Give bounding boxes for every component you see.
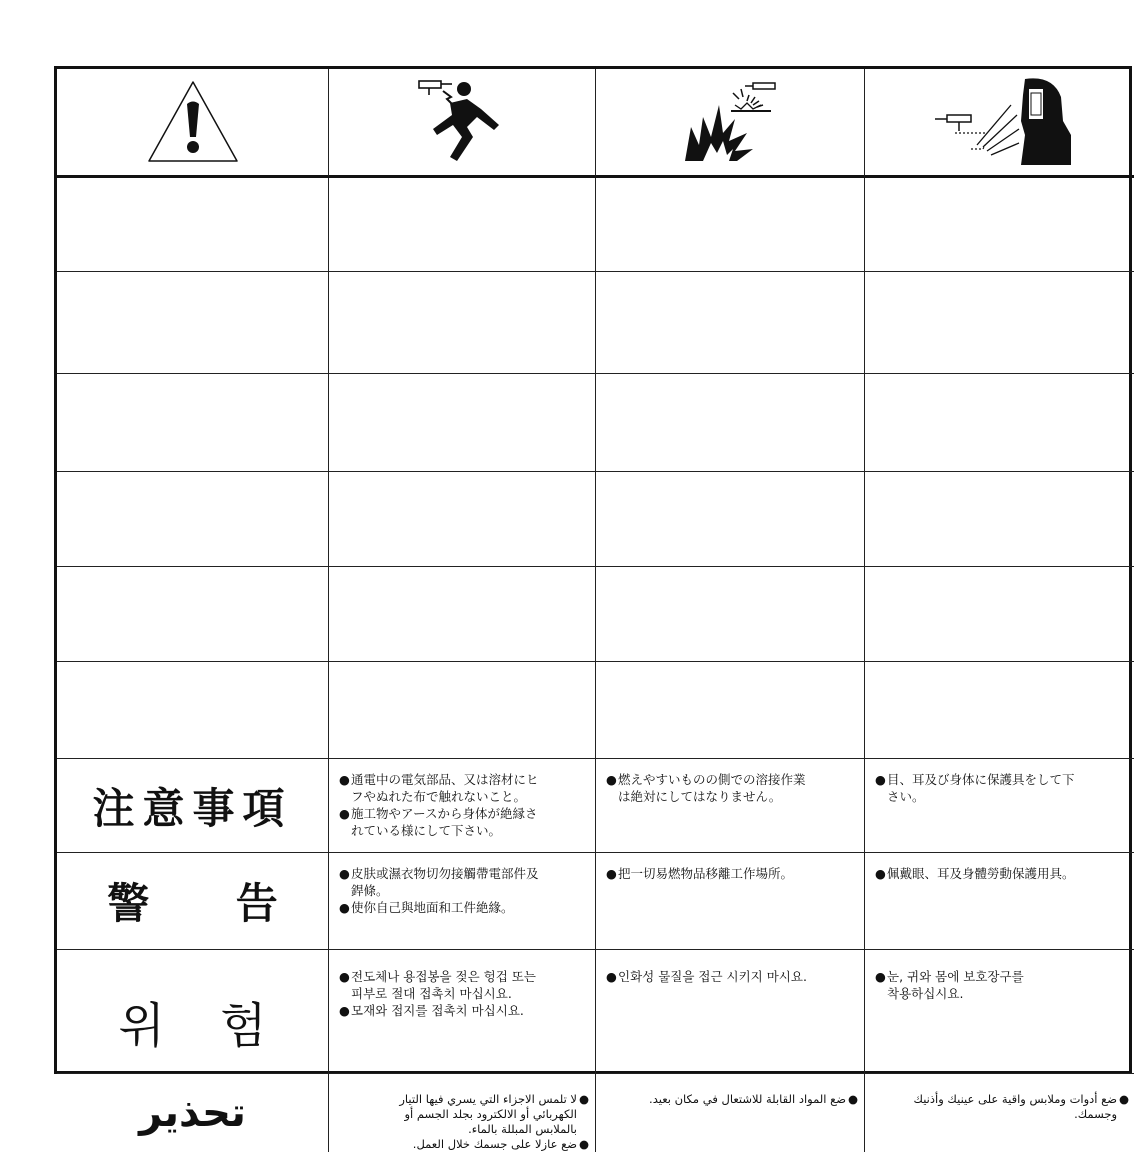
blank-cell xyxy=(596,567,865,662)
text-line: は絶対にしてはなりません。 xyxy=(618,789,782,804)
electric-shock-cell xyxy=(329,69,596,178)
blank-cell xyxy=(865,472,1134,567)
text-line: 피부로 절대 접촉치 마십시요. xyxy=(351,986,512,1001)
arabic-warning-label: تحذير xyxy=(139,1090,246,1136)
welding-helmet-protection-icon xyxy=(925,75,1075,170)
arabic-label-cell xyxy=(57,1074,329,1152)
blank-cell xyxy=(865,178,1134,272)
text-line: بالملابس المبللة بالماء. xyxy=(468,1122,577,1136)
japanese-protection-text xyxy=(865,759,1134,853)
chinese-label-cell xyxy=(57,853,329,950)
blank-cell xyxy=(329,178,596,272)
text-line: 착용하십시요. xyxy=(887,986,964,1001)
text-line: ضع المواد القابلة للاشتعال في مكان بعيد. xyxy=(649,1092,846,1106)
blank-cell xyxy=(596,178,865,272)
electric-shock-icon xyxy=(407,75,517,170)
text-line: 모재와 접지를 접촉치 마십시요. xyxy=(351,1003,524,1018)
japanese-shock-text xyxy=(329,759,596,853)
text-line: さい。 xyxy=(887,789,925,804)
bullet-icon: ● xyxy=(339,1003,350,1018)
blank-cell xyxy=(596,272,865,374)
chinese-fire-text xyxy=(596,853,865,950)
blank-cell xyxy=(865,662,1134,759)
blank-cell xyxy=(329,374,596,472)
blank-cell xyxy=(57,178,329,272)
chinese-warning-label: 警 告 xyxy=(107,879,314,928)
explosion-cell xyxy=(596,69,865,178)
bullet-icon: ● xyxy=(339,900,350,915)
text-line: 把一切易燃物品移離工作場所。 xyxy=(618,866,794,881)
korean-protection-text xyxy=(865,950,1134,1074)
text-line: 銲條。 xyxy=(351,883,389,898)
warning-symbol-cell xyxy=(57,69,329,178)
blank-cell xyxy=(596,374,865,472)
chinese-shock-text xyxy=(329,853,596,950)
bullet-icon: ● xyxy=(847,1092,858,1106)
protection-cell xyxy=(865,69,1134,178)
bullet-icon: ● xyxy=(875,866,886,881)
blank-cell xyxy=(329,567,596,662)
blank-cell xyxy=(329,272,596,374)
text-line: 燃えやすいものの側での溶接作業 xyxy=(618,772,806,787)
blank-cell xyxy=(329,472,596,567)
text-line: 通電中の電気部品、又は溶材にヒ xyxy=(351,772,539,787)
blank-cell xyxy=(57,272,329,374)
text-line: 눈, 귀와 몸에 보호장구를 xyxy=(887,969,1024,984)
arabic-fire-text xyxy=(596,1074,865,1152)
japanese-fire-text xyxy=(596,759,865,853)
blank-cell xyxy=(865,272,1134,374)
bullet-icon: ● xyxy=(606,772,617,787)
japanese-warning-label: 注意事項 xyxy=(92,783,293,833)
safety-warning-table xyxy=(54,66,1132,1151)
text-line: ضع أدوات وملابس واقية على عينيك وأذنيك xyxy=(913,1092,1117,1106)
text-line: 皮肤或濕衣物切勿接觸帶電部件及 xyxy=(351,866,539,881)
korean-label-cell xyxy=(57,950,329,1074)
korean-fire-text xyxy=(596,950,865,1074)
text-line: لا تلمس الاجزاء التي يسري فيها التيار xyxy=(399,1092,577,1106)
chinese-protection-text xyxy=(865,853,1134,950)
text-line: الكهربائي أو الالكترود بجلد الجسم أو xyxy=(404,1107,577,1121)
bullet-icon: ● xyxy=(339,866,350,881)
text-line: 使你自己與地面和工件絶緣。 xyxy=(351,900,514,915)
blank-cell xyxy=(329,662,596,759)
blank-cell xyxy=(865,567,1134,662)
bullet-icon: ● xyxy=(339,806,350,821)
blank-cell xyxy=(57,662,329,759)
text-line: 인화성 물질을 접근 시키지 마시요. xyxy=(618,969,807,984)
text-line: フやぬれた布で触れないこと。 xyxy=(351,789,527,804)
explosion-fire-icon xyxy=(675,75,785,170)
bullet-icon: ● xyxy=(339,772,350,787)
bullet-icon: ● xyxy=(875,969,886,984)
text-line: 전도체나 용접봉을 젖은 헝겁 또는 xyxy=(351,969,536,984)
blank-cell xyxy=(57,567,329,662)
arabic-protection-text xyxy=(865,1074,1134,1152)
text-line: ضع عازلا على جسمك خلال العمل. xyxy=(412,1137,577,1151)
blank-cell xyxy=(596,472,865,567)
bullet-icon: ● xyxy=(606,969,617,984)
korean-warning-label: 위 험 xyxy=(118,998,287,1054)
bullet-icon: ● xyxy=(1118,1092,1129,1106)
blank-cell xyxy=(57,472,329,567)
korean-shock-text xyxy=(329,950,596,1074)
blank-cell xyxy=(57,374,329,472)
text-line: وجسمك. xyxy=(1074,1107,1117,1121)
bullet-icon: ● xyxy=(606,866,617,881)
arabic-shock-text xyxy=(329,1074,596,1152)
bullet-icon: ● xyxy=(578,1137,589,1151)
text-line: 佩戴眼、耳及身體勞動保護用具。 xyxy=(887,866,1075,881)
bullet-icon: ● xyxy=(578,1092,589,1106)
japanese-label-cell xyxy=(57,759,329,853)
text-line: れている様にして下さい。 xyxy=(351,823,502,838)
bullet-icon: ● xyxy=(339,969,350,984)
text-line: 目、耳及び身体に保護具をして下 xyxy=(887,772,1075,787)
blank-cell xyxy=(596,662,865,759)
text-line: 施工物やアースから身体が絶縁さ xyxy=(351,806,538,821)
bullet-icon: ● xyxy=(875,772,886,787)
warning-triangle-icon xyxy=(146,79,240,165)
blank-cell xyxy=(865,374,1134,472)
